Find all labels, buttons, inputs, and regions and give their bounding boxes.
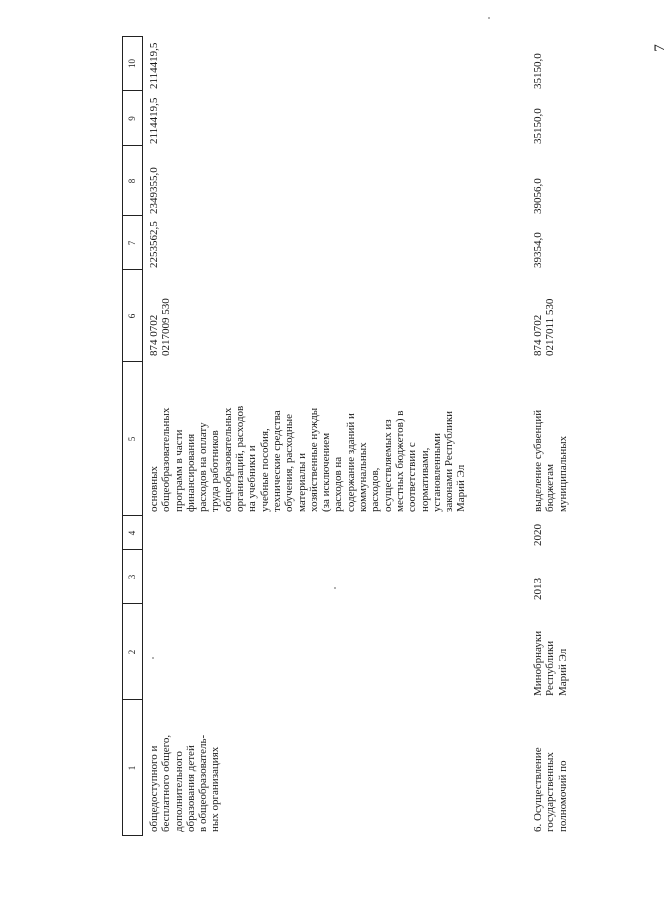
column-number: 2 xyxy=(127,649,137,655)
column-number: 1 xyxy=(127,765,137,771)
cell-line: на учебники и xyxy=(246,445,259,512)
table-row-1-col5 xyxy=(148,364,468,512)
table-row-1-col9: 2114419,5 xyxy=(148,97,160,144)
cell-line: расходов на xyxy=(332,456,345,512)
cell-line: бюджетам xyxy=(544,464,557,512)
table-row-2-col10: 35150,0 xyxy=(532,53,544,89)
cell-line: коммунальных xyxy=(357,442,370,512)
column-number: 8 xyxy=(127,178,137,184)
column-number: 9 xyxy=(127,116,137,121)
table-row-2-col3: 2013 xyxy=(532,578,544,600)
cell-line: труда работников xyxy=(209,430,222,512)
cell-line: в общеобразователь- xyxy=(197,734,210,832)
cell-line: хозяйственные нужды xyxy=(307,407,320,512)
cell-line: основных xyxy=(148,465,160,512)
cell-line: общеобразовательных xyxy=(160,407,173,512)
cell-line: содержание зданий и xyxy=(344,413,357,512)
table-row-2-col4: 2020 xyxy=(532,524,544,546)
column-number: 5 xyxy=(127,436,137,442)
table-row-2-col1 xyxy=(532,706,569,832)
cell-line: финансирования xyxy=(184,433,197,512)
cell-line: законами Республики xyxy=(443,410,456,512)
table-row-2-col8: 39056,0 xyxy=(532,178,544,214)
column-number: 10 xyxy=(127,59,137,68)
cell-line: 6. Осуществление xyxy=(532,747,544,832)
cell-line: выделение субвенций xyxy=(532,409,544,512)
budget-code: 0217009 530 xyxy=(160,298,173,356)
cell-line: образования детей xyxy=(184,745,197,832)
table-row-1-col6 xyxy=(148,270,173,356)
column-number: 4 xyxy=(127,530,137,536)
cell-line: местных бюджетов) в xyxy=(393,410,406,512)
budget-code: 0217011 530 xyxy=(544,298,557,356)
scan-speck xyxy=(152,657,154,659)
cell-line: Марий Эл xyxy=(455,464,468,512)
scan-speck xyxy=(334,587,336,589)
cell-line: технические средства xyxy=(270,410,283,512)
cell-line: ных организациях xyxy=(209,746,222,832)
column-number: 7 xyxy=(127,240,137,246)
table-row-2-col2 xyxy=(532,606,569,696)
column-number: 3 xyxy=(127,574,137,580)
cell-line: установленными xyxy=(430,432,443,512)
header-bottom-border xyxy=(142,36,143,836)
scan-speck xyxy=(488,17,490,19)
table-row-1-col8: 2349355,0 xyxy=(148,167,160,214)
cell-line: учебные пособия, xyxy=(258,428,271,512)
cell-line: программ в части xyxy=(172,429,185,512)
cell-line: соответствии с xyxy=(406,442,419,512)
cell-line: материалы и xyxy=(295,452,308,512)
cell-line: общеобразовательных xyxy=(221,407,234,512)
table-row-1-col7: 2253562,5 xyxy=(148,221,160,268)
budget-code: 874 0702 xyxy=(148,314,160,356)
cell-line: муниципальных xyxy=(556,435,569,512)
cell-line: Минобрнауки xyxy=(532,630,544,696)
cell-line: дополнительного xyxy=(172,751,185,832)
cell-line: расходов, xyxy=(369,467,382,512)
cell-line: Марий Эл xyxy=(556,648,569,696)
cell-line: полномочий по xyxy=(556,760,569,832)
cell-line: организаций, расходов xyxy=(234,405,247,512)
table-row-2-col7: 39354,0 xyxy=(532,232,544,268)
cell-line: государственных xyxy=(544,752,557,832)
cell-line: осуществляемых из xyxy=(381,419,394,512)
table-row-2-col9: 35150,0 xyxy=(532,108,544,144)
cell-line: общедоступного и xyxy=(148,745,160,832)
cell-line: нормативами, xyxy=(418,447,431,512)
table-row-1-col10: 2114419,5 xyxy=(148,42,160,89)
budget-code: 874 0702 xyxy=(532,314,544,356)
column-number: 6 xyxy=(127,313,137,319)
table-row-2-col5 xyxy=(532,364,569,512)
table-row-2-col6 xyxy=(532,270,557,356)
cell-line: бесплатного общего, xyxy=(160,734,173,832)
cell-line: обучения, расходные xyxy=(283,413,296,512)
table-top-border xyxy=(122,36,123,836)
cell-line: расходов на оплату xyxy=(197,422,210,512)
table-row-1-col1 xyxy=(148,706,222,832)
page-number: 7 xyxy=(652,44,668,52)
cell-line: Республики xyxy=(544,640,557,696)
budget-table xyxy=(122,36,642,836)
cell-line: (за исключением xyxy=(320,432,333,512)
